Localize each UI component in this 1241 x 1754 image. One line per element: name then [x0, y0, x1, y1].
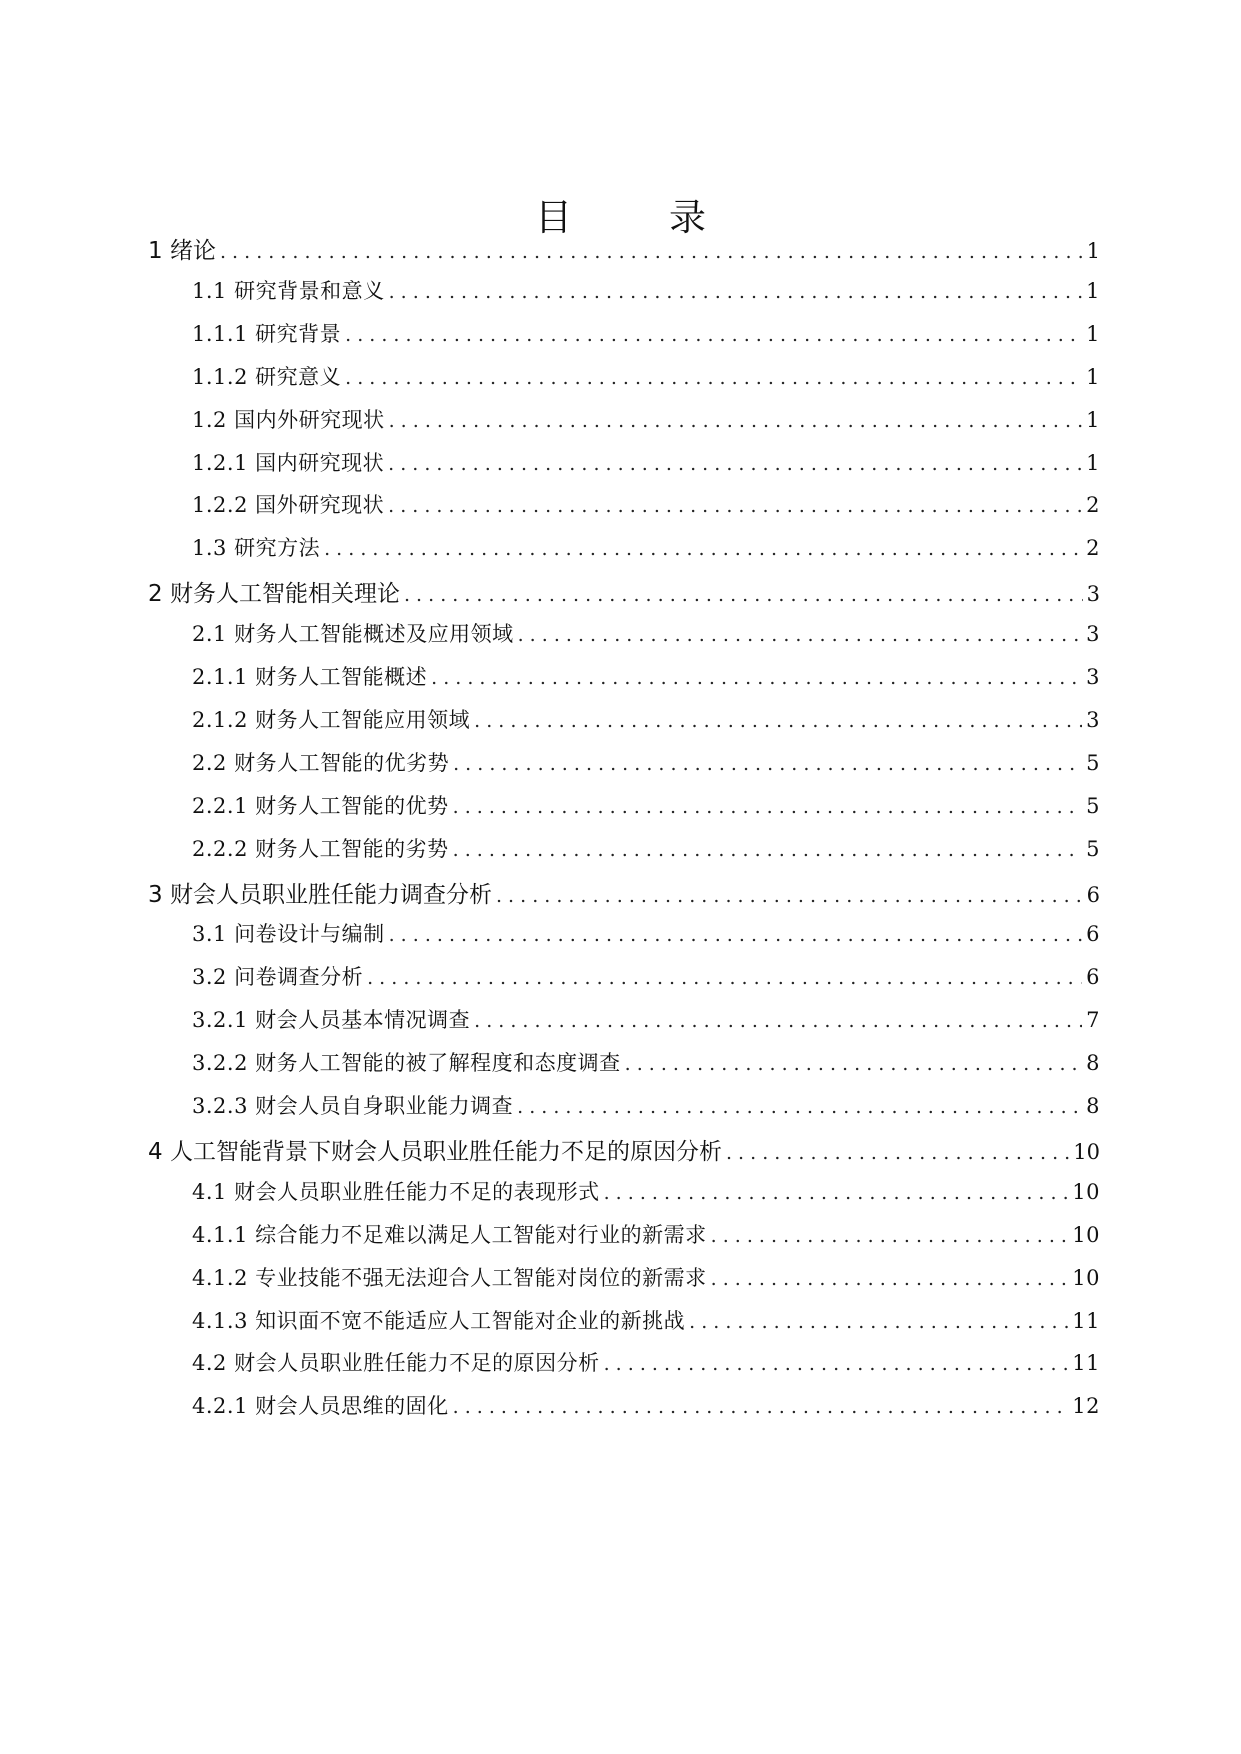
- toc-leader-dots: [711, 1268, 1069, 1290]
- toc-leader-dots: [345, 324, 1082, 346]
- toc-entry-label: 2 财务人工智能相关理论: [148, 581, 400, 608]
- toc-entry-label: 4.2.1 财会人员思维的固化: [192, 1394, 449, 1419]
- toc-entry-label: 1.1 研究背景和意义: [192, 278, 385, 303]
- toc-leader-dots: [453, 839, 1083, 861]
- toc-entry-label: 4.1.2 专业技能不强无法迎合人工智能对岗位的新需求: [192, 1265, 707, 1290]
- toc-page-number: 12: [1072, 1394, 1100, 1419]
- toc-entry[interactable]: [192, 1390, 1100, 1430]
- toc-entry[interactable]: [148, 1133, 1100, 1173]
- toc-page-number: 1: [1086, 450, 1100, 475]
- toc-leader-dots: [711, 1225, 1069, 1247]
- toc-page-number: 1: [1086, 364, 1100, 389]
- toc-entry-label: 1.2.1 国内研究现状: [192, 450, 385, 475]
- toc-leader-dots: [604, 1182, 1069, 1204]
- toc-page-number: 8: [1086, 1051, 1100, 1076]
- toc-entry[interactable]: [192, 961, 1100, 1001]
- toc-page-number: 6: [1086, 965, 1100, 990]
- toc-page-number: 2: [1086, 493, 1100, 518]
- toc-leader-dots: [453, 1396, 1069, 1418]
- toc-page-number: 6: [1086, 882, 1100, 907]
- toc-leader-dots: [389, 281, 1083, 303]
- toc-entry-label: 1.1.1 研究背景: [192, 321, 342, 346]
- toc-leader-dots: [517, 1096, 1082, 1118]
- toc-entry-label: 1.2.2 国外研究现状: [192, 493, 385, 518]
- toc-entry[interactable]: [192, 275, 1100, 315]
- toc-entry-label: 3 财会人员职业胜任能力调查分析: [148, 881, 492, 908]
- toc-page-number: 8: [1086, 1094, 1100, 1118]
- toc-page-number: 10: [1072, 1265, 1100, 1290]
- toc-page-number: 3: [1086, 665, 1100, 689]
- toc-entry-label: 1.2 国内外研究现状: [192, 407, 385, 432]
- toc-entry[interactable]: [192, 704, 1100, 744]
- toc-entry-label: 4 人工智能背景下财会人员职业胜任能力不足的原因分析: [148, 1138, 722, 1165]
- toc-leader-dots: [345, 367, 1082, 389]
- toc-page-number: 5: [1086, 793, 1100, 818]
- toc-entry-label: 4.1.3 知识面不宽不能适应人工智能对企业的新挑战: [192, 1308, 686, 1333]
- toc-leader-dots: [518, 624, 1083, 646]
- toc-leader-dots: [625, 1053, 1083, 1075]
- toc-entry[interactable]: [192, 318, 1100, 358]
- toc-entry-label: 3.1 问卷设计与编制: [192, 922, 385, 947]
- toc-entry[interactable]: [192, 1347, 1100, 1387]
- toc-entry-label: 2.2 财务人工智能的优劣势: [192, 750, 450, 775]
- toc-entry[interactable]: [192, 1262, 1100, 1302]
- toc-page-number: 5: [1086, 836, 1100, 861]
- toc-entry-label: 2.2.1 财务人工智能的优势: [192, 793, 449, 818]
- toc-entry[interactable]: [192, 361, 1100, 401]
- toc-entry-label: 2.1 财务人工智能概述及应用领域: [192, 622, 514, 647]
- toc-page-number: 5: [1086, 750, 1100, 775]
- toc-entry-label: 3.2 问卷调查分析: [192, 965, 364, 990]
- toc-leader-dots: [726, 1142, 1069, 1164]
- toc-page-number: 6: [1086, 922, 1100, 947]
- toc-entry-label: 1.1.2 研究意义: [192, 364, 342, 389]
- toc-entry[interactable]: [148, 575, 1100, 615]
- toc-entry[interactable]: [192, 661, 1100, 701]
- toc-entry[interactable]: [192, 918, 1100, 958]
- toc-entry-label: 3.2.1 财会人员基本情况调查: [192, 1008, 471, 1033]
- toc-entry[interactable]: [148, 876, 1100, 916]
- toc-entry-label: 4.2 财会人员职业胜任能力不足的原因分析: [192, 1351, 600, 1376]
- toc-leader-dots: [453, 753, 1082, 775]
- toc-page-number: 3: [1086, 622, 1100, 647]
- toc-entry-label: 1 绪论: [148, 238, 216, 264]
- toc-page-number: 10: [1073, 1139, 1100, 1164]
- toc-entry-label: 1.3 研究方法: [192, 536, 321, 561]
- toc-entry-label: 4.1.1 综合能力不足难以满足人工智能对行业的新需求: [192, 1222, 707, 1247]
- toc-leader-dots: [324, 538, 1082, 560]
- toc-entry[interactable]: [148, 232, 1100, 272]
- toc-leader-dots: [431, 667, 1082, 689]
- toc-leader-dots: [453, 796, 1083, 818]
- toc-page-number: 11: [1072, 1351, 1100, 1376]
- toc-entry[interactable]: [192, 447, 1100, 487]
- toc-title: 目 录: [535, 196, 736, 239]
- toc-page-number: 11: [1072, 1308, 1100, 1333]
- toc-page-number: 10: [1072, 1222, 1100, 1247]
- toc-page-number: 2: [1086, 536, 1100, 561]
- toc-entry-label: 3.2.2 财务人工智能的被了解程度和态度调查: [192, 1051, 621, 1076]
- toc-leader-dots: [388, 495, 1082, 517]
- toc-entry-label: 3.2.3 财会人员自身职业能力调查: [192, 1094, 514, 1118]
- toc-leader-dots: [496, 885, 1083, 907]
- toc-leader-dots: [404, 584, 1083, 606]
- toc-page-number: 1: [1086, 239, 1100, 263]
- toc-entry[interactable]: [192, 1219, 1100, 1259]
- toc-leader-dots: [604, 1353, 1069, 1375]
- toc-page-number: 1: [1086, 407, 1100, 432]
- toc-leader-dots: [367, 967, 1082, 989]
- toc-entry-label: 2.2.2 财务人工智能的劣势: [192, 836, 449, 861]
- toc-leader-dots: [689, 1311, 1068, 1333]
- toc-leader-dots: [389, 410, 1083, 432]
- toc-entry[interactable]: [192, 1090, 1100, 1130]
- toc-entry[interactable]: [192, 532, 1100, 572]
- toc-entry[interactable]: [192, 833, 1100, 873]
- toc-entry[interactable]: [192, 489, 1100, 529]
- toc-entry-label: 4.1 财会人员职业胜任能力不足的表现形式: [192, 1179, 600, 1204]
- toc-entry[interactable]: [192, 790, 1100, 830]
- toc-entry[interactable]: [192, 404, 1100, 444]
- toc-leader-dots: [220, 241, 1083, 263]
- toc-entry[interactable]: [192, 1047, 1100, 1087]
- toc-page-number: 7: [1086, 1008, 1100, 1033]
- toc-entry[interactable]: [192, 747, 1100, 787]
- toc-entry-label: 2.1.1 财务人工智能概述: [192, 665, 428, 689]
- toc-page-number: 1: [1086, 321, 1100, 346]
- toc-page-number: 3: [1086, 707, 1100, 732]
- toc-entry-label: 2.1.2 财务人工智能应用领域: [192, 707, 471, 732]
- toc-entry[interactable]: [192, 1004, 1100, 1044]
- toc-entry[interactable]: [192, 1176, 1100, 1216]
- toc-leader-dots: [474, 1010, 1082, 1032]
- toc-page-number: 3: [1086, 582, 1100, 607]
- toc-page-number: 1: [1086, 278, 1100, 303]
- toc-leader-dots: [389, 924, 1083, 946]
- toc-leader-dots: [474, 710, 1082, 732]
- toc-entry[interactable]: [192, 1305, 1100, 1345]
- toc-entry[interactable]: [192, 618, 1100, 658]
- toc-leader-dots: [388, 453, 1082, 475]
- toc-page-number: 10: [1072, 1179, 1100, 1204]
